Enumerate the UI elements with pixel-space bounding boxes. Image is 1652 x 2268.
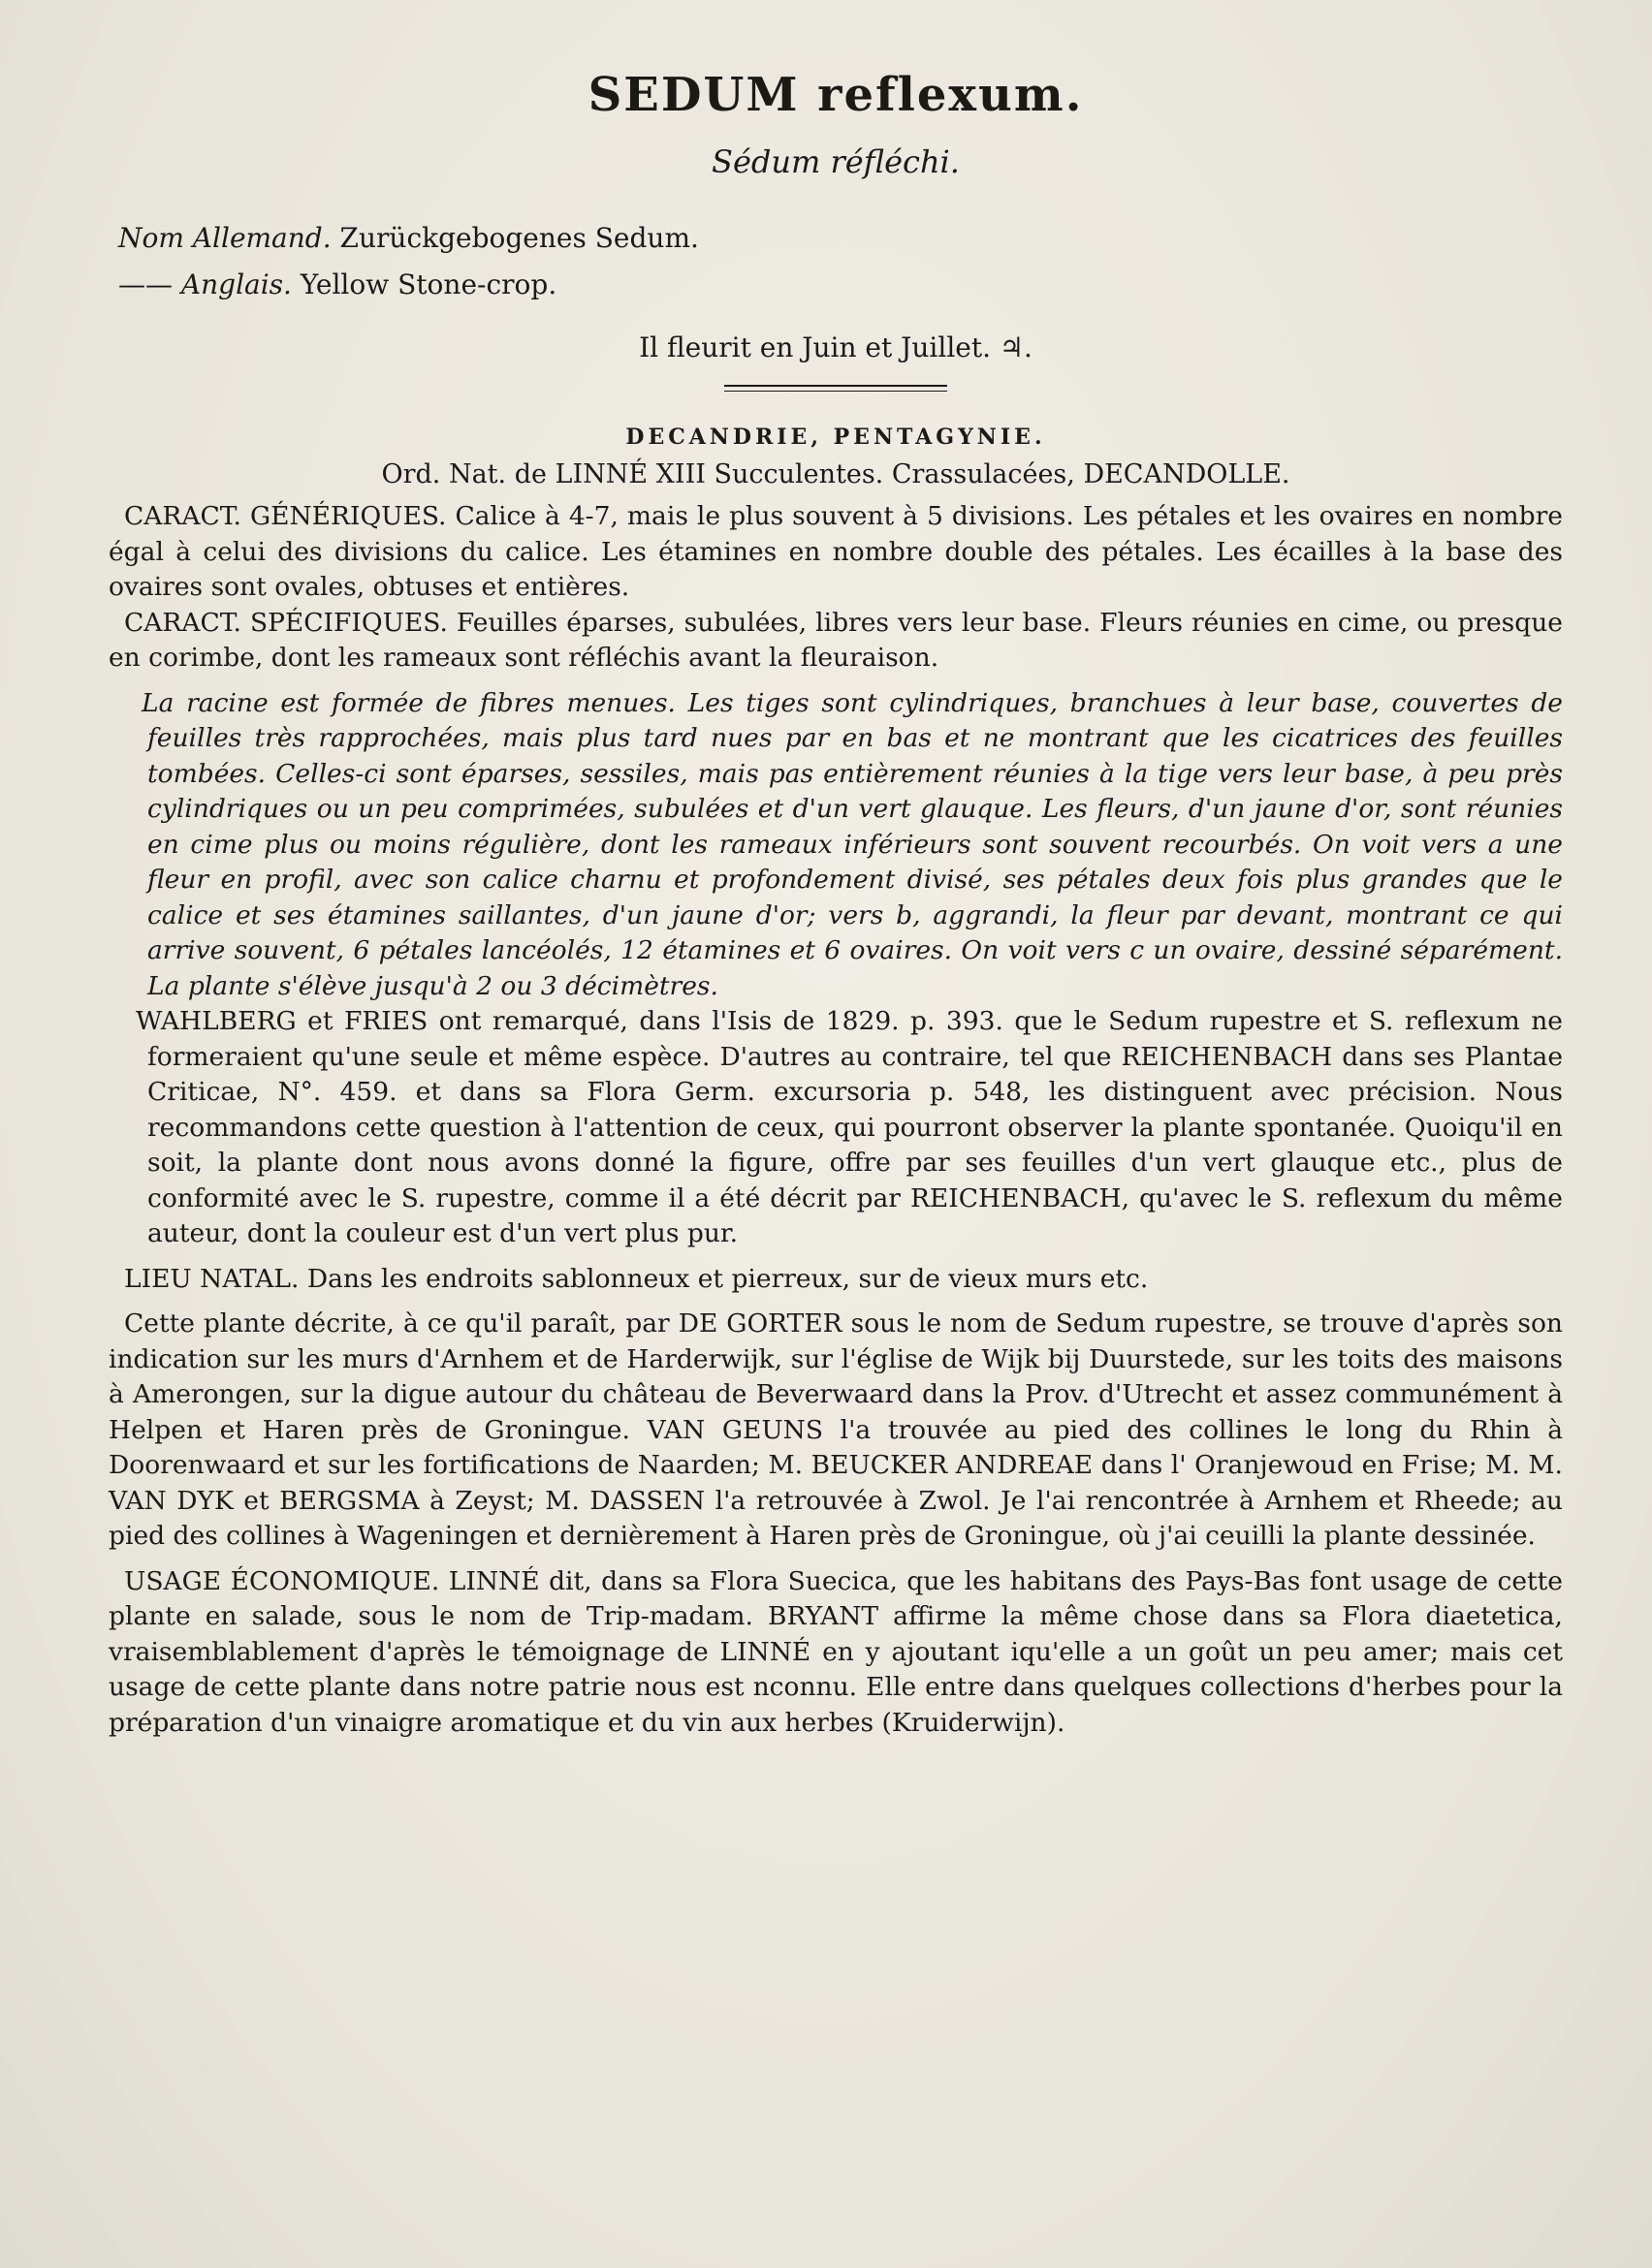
specific-characters: CARACT. SPÉCIFIQUES. Feuilles éparses, subulées, libres vers leur base. Fleurs réunies en cime, ou presque en corimbe, dont les rameaux sont réfléchis avant la fleuraison. [109,607,1563,673]
english-label: —— Anglais. [118,268,292,300]
natural-order: Ord. Nat. de LINNÉ XIII Succulentes. Crassulacées, DECANDOLLE. [381,459,1290,489]
flowering-period: Il fleurit en Juin et Juillet. ♃. [639,331,1032,363]
native-habitat: LIEU NATAL. Dans les endroits sablonneux et pierreux, sur de vieux murs etc. [124,1263,1149,1294]
english-name-row [118,262,1563,308]
divider-rule [724,385,947,392]
classification: DECANDRIE, PENTAGYNIE. [625,425,1046,450]
common-names [118,215,1563,308]
german-name: Zurückgebogenes Sedum. [339,222,699,254]
german-label: Nom Allemand. [118,222,332,254]
page-title: SEDUM reflexum. [588,68,1084,122]
german-name-row [118,215,1563,262]
economic-usage: USAGE ÉCONOMIQUE. LINNÉ dit, dans sa Flora Suecica, que les habitans des Pays-Bas font usage de cette plante en salade, sous le nom de Trip-madam. BRYANT affirme la même chose dans sa Flora diaetetica, vraisemblablement d'après le témoignage de LINNÉ en y ajoutant iqu'elle a un goût un peu amer; mais cet usage de cette plante dans notre patrie nous est nconnu. Elle entre dans quelques collections d'herbes pour la préparation d'un vinaigre aromatique et du vin aux herbes (Kruiderwijn). [109,1565,1563,1738]
plant-description: La racine est formée de fibres menues. Les tiges sont cylindriques, branchues à leur base, couvertes de feuilles très rapprochées, mais plus tard nues par en bas et ne montrant que les cicatrices des feuilles tombées. Celles-ci sont éparses, sessiles, mais pas entièrement réunies à la tige vers leur base, à peu près cylindriques ou un peu comprimées, subulées et d'un vert glauque. Les fleurs, d'un jaune d'or, sont réunies en cime plus ou moins régulière, dont les rameaux inférieurs sont souvent recourbés. On voit vers a une fleur en profil, avec son calice charnu et profondement divisé, ses pétales deux fois plus grandes que le calice et ses étamines saillantes, d'un jaune d'or; vers b, aggrandi, la fleur par devant, montrant ce qui arrive souvent, 6 pétales lancéolés, 12 étamines et 6 ovaires. On voit vers c un ovaire, dessiné séparément. La plante s'élève jusqu'à 2 ou 3 décimètres. [142,687,1563,1001]
english-name: Yellow Stone-crop. [300,268,557,300]
distribution: Cette plante décrite, à ce qu'il paraît, par DE GORTER sous le nom de Sedum rupestre, se trouve d'après son indication sur les murs d'Arnhem et de Harderwijk, sur l'église de Wijk bij Duurstede, sur les toits des maisons à Amerongen, sur la digue autour du château de Beverwaard dans la Prov. d'Utrecht et assez communément à Helpen et Haren près de Groningue. VAN GEUNS l'a trouvée au pied des collines le long du Rhin à Doorenwaard et sur les fortifications de Naarden; M. BEUCKER ANDREAE dans l' Oranjewoud en Frise; M. M. VAN DYK et BERGSMA à Zeyst; M. DASSEN l'a retrouvée à Zwol. Je l'ai rencontrée à Arnhem et Rheede; au pied des collines à Wageningen et dernièrement à Haren près de Groningue, où j'ai ceuilli la plante dessinée. [109,1308,1563,1551]
taxonomy-remark: WAHLBERG et FRIES ont remarqué, dans l'Isis de 1829. p. 393. que le Sedum rupestre et S. reflexum ne formeraient qu'une seule et même espèce. D'autres au contraire, tel que REICHENBACH dans ses Plantae Criticae, N°. 459. et dans sa Flora Germ. excursoria p. 548, les distinguent avec précision. Nous recommandons cette question à l'attention de ceux, qui pourront observer la plante spontanée. Quoiqu'il en soit, la plante dont nous avons donné la figure, offre par ses feuilles d'un vert glauque etc., plus de conformité avec le S. rupestre, comme il a été décrit par REICHENBACH, qu'avec le S. reflexum du même auteur, dont la couleur est d'un vert plus pur. [136,1006,1563,1248]
subtitle: Sédum réfléchi. [712,143,960,180]
document-body [109,68,1563,1741]
generic-characters: CARACT. GÉNÉRIQUES. Calice à 4-7, mais le plus souvent à 5 divisions. Les pétales et les ovaires en nombre égal à celui des divisions du calice. Les étamines en nombre double des pétales. Les écailles à la base des ovaires sont ovales, obtuses et entières. [109,501,1563,602]
